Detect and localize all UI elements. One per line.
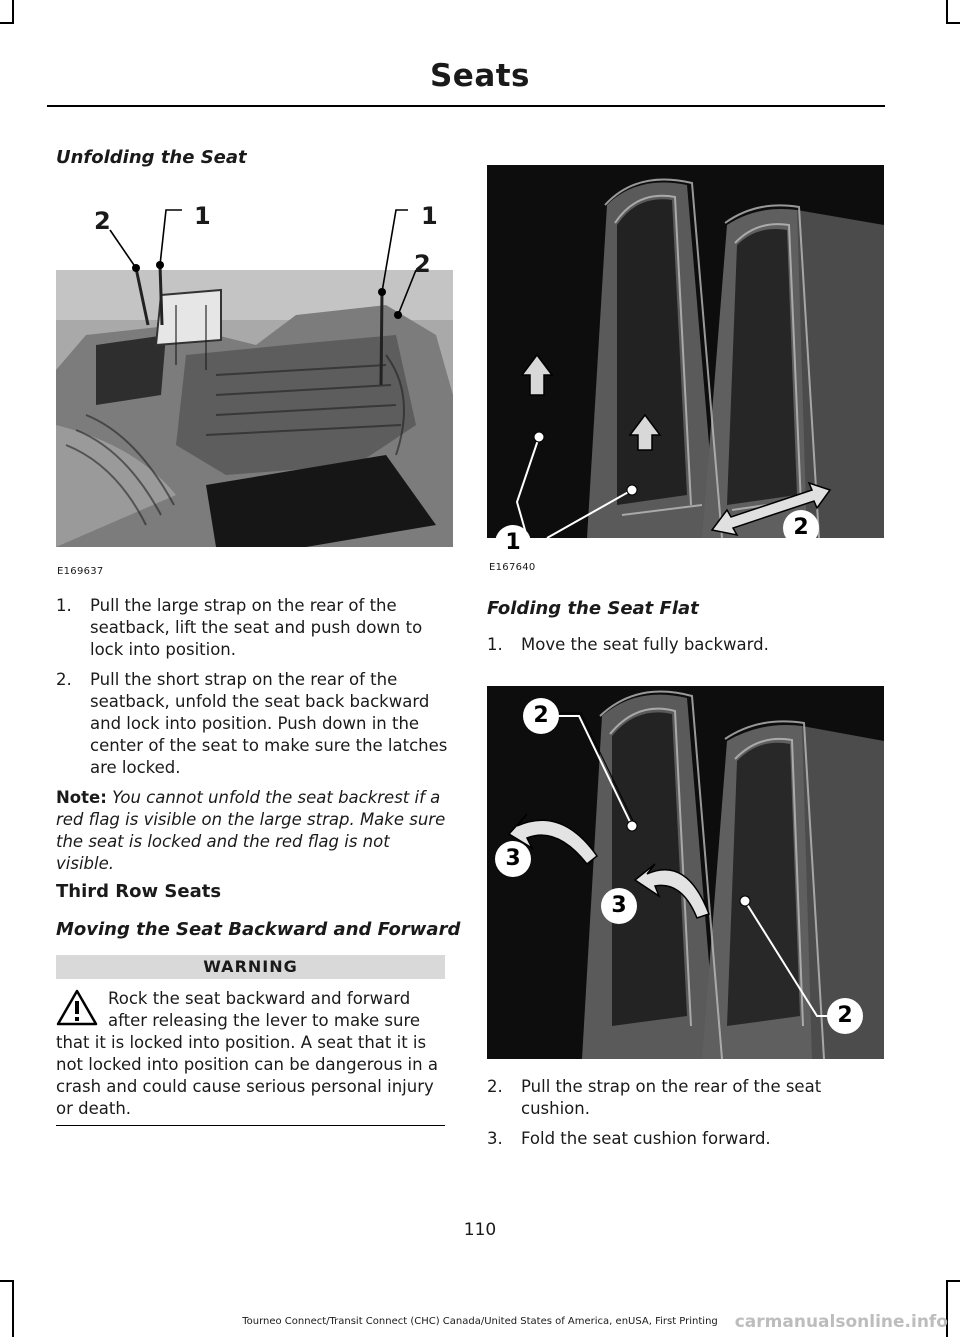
callout-2: 2 [783, 510, 819, 546]
step-number: 1. [487, 635, 503, 654]
fold-steps [487, 1076, 879, 1158]
crop-mark [946, 22, 960, 24]
page-section-title: Seats [429, 58, 531, 94]
header-rule [47, 105, 885, 107]
crop-mark [12, 1280, 14, 1337]
list-item [56, 669, 448, 779]
step-text: Move the seat fully backward. [521, 635, 769, 654]
callout-1: 1 [495, 525, 531, 561]
step-number: 1. [56, 596, 72, 615]
crop-mark [946, 1280, 960, 1282]
callout-1: 1 [421, 202, 438, 230]
callout-3: 3 [495, 841, 531, 877]
page-number: 110 [463, 1220, 497, 1240]
crop-mark [0, 22, 14, 24]
figure-folding-seat [487, 686, 884, 1059]
list-item [56, 595, 448, 661]
seat-slide-illustration [487, 165, 884, 538]
note-text: You cannot unfold the seat backrest if a red flag is visible on the large strap. Make sure the seat is locked and the red flag is not visible. [56, 788, 446, 873]
heading-unfolding-seat: Unfolding the Seat [56, 147, 247, 168]
warning-text: Rock the seat backward and forward after releasing the lever to make sure that it is locked into position. A seat that it is not locked into position can be dangerous in a crash and could cause serious personal injury or death. [56, 989, 438, 1118]
figure-moving-seat [487, 165, 884, 577]
crop-mark [12, 0, 14, 22]
list-item [487, 1076, 879, 1120]
step-number: 2. [487, 1077, 503, 1096]
note-label: Note: [56, 788, 107, 807]
callout-3: 3 [601, 888, 637, 924]
figure-code: E169637 [57, 566, 104, 577]
step-text: Pull the strap on the rear of the seat cushion. [521, 1077, 822, 1118]
callout-2: 2 [523, 698, 559, 734]
callout-2: 2 [827, 998, 863, 1034]
heading-folding-seat-flat: Folding the Seat Flat [487, 598, 699, 619]
callout-1: 1 [194, 202, 211, 230]
figure-unfolding-seat [56, 195, 453, 587]
warning-rule [56, 1125, 445, 1126]
crop-mark [0, 1280, 14, 1282]
note [56, 787, 448, 875]
step-text: Pull the large strap on the rear of the seatback, lift the seat and push down to lock into position. [90, 596, 423, 659]
seat-fold-illustration [487, 686, 884, 1059]
publication-line: Tourneo Connect/Transit Connect (CHC) Canada/United States of America, enUSA, First Printing [242, 1316, 718, 1327]
step-number: 2. [56, 670, 72, 689]
step-text: Pull the short strap on the rear of the seatback, unfold the seat back backward and lock into position. Push down in the center of the seat to make sure the latches are locked. [90, 670, 448, 777]
heading-moving-seat: Moving the Seat Backward and Forward [56, 919, 461, 940]
callout-2: 2 [414, 250, 431, 278]
watermark: carmanualsonline.info [734, 1312, 948, 1332]
warning-box [56, 988, 446, 1120]
step-text: Fold the seat cushion forward. [521, 1129, 771, 1148]
seat-illustration [56, 195, 453, 587]
list-item [487, 634, 879, 656]
figure-code: E167640 [489, 562, 536, 573]
heading-third-row-seats: Third Row Seats [56, 881, 222, 902]
list-item [487, 1128, 879, 1150]
callout-2: 2 [94, 207, 111, 235]
warning-bar: WARNING [56, 955, 445, 979]
step-number: 3. [487, 1129, 503, 1148]
warning-triangle-icon [56, 989, 98, 1027]
fold-step-1 [487, 634, 879, 664]
unfold-steps [56, 595, 448, 875]
crop-mark [946, 0, 948, 22]
